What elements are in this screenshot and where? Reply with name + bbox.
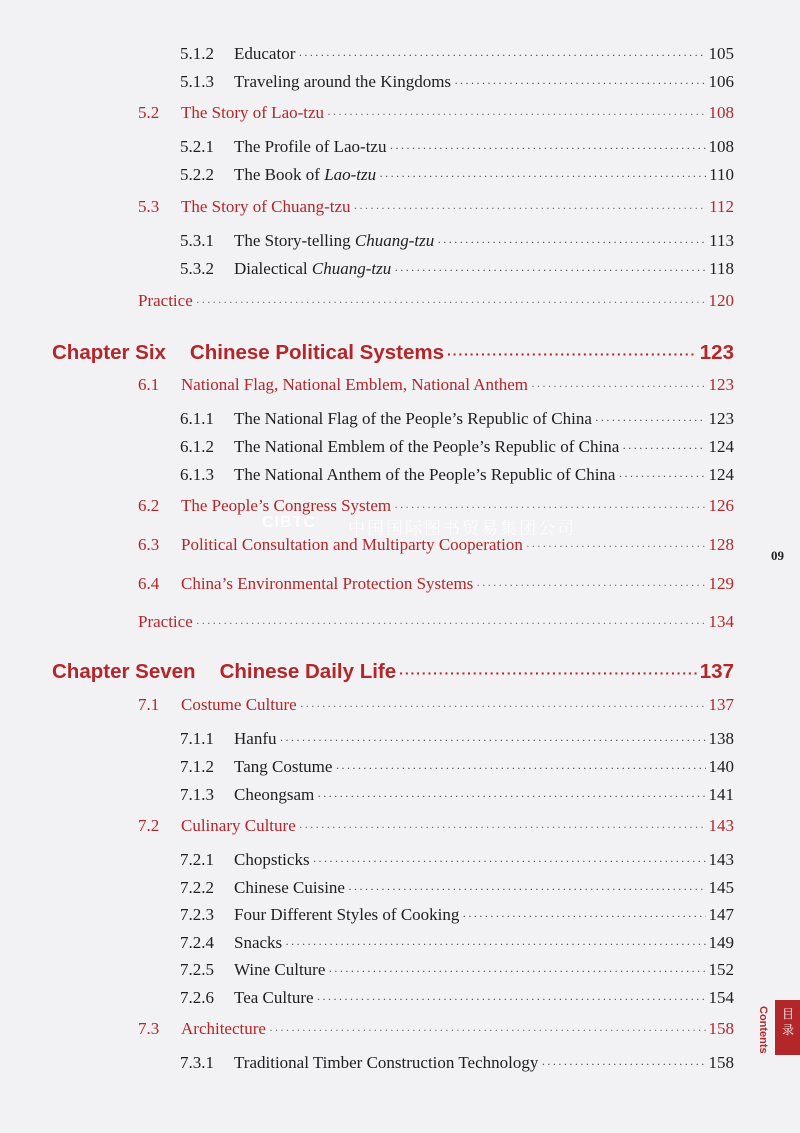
dot-leader (447, 346, 697, 362)
entry-title: The Story of Lao-tzu (181, 103, 325, 122)
dot-leader (299, 820, 706, 835)
dot-leader (279, 733, 705, 748)
contents-side-tab (755, 1000, 800, 1080)
dot-leader (348, 882, 706, 897)
dot-leader (298, 48, 705, 63)
toc-subsection-entry (180, 960, 734, 980)
entry-number: 5.2.1 (180, 137, 214, 156)
toc-subsection-entry (180, 988, 734, 1008)
entry-number: 6.1.1 (180, 409, 214, 428)
entry-number: 7.2.6 (180, 988, 214, 1007)
entry-number: 7.2.4 (180, 933, 214, 952)
entry-title: The National Anthem of the People’s Republic of China (234, 465, 616, 484)
dot-leader (328, 964, 705, 979)
entry-title: Tea Culture (234, 988, 314, 1007)
entry-page-number: 123 (708, 375, 734, 394)
dot-leader (462, 909, 705, 924)
entry-title: Costume Culture (181, 695, 297, 714)
entry-title: Snacks (234, 933, 283, 952)
dot-leader (622, 441, 705, 456)
entry-title: Political Consultation and Multiparty Cooperation (181, 535, 523, 554)
entry-number: 7.3 (138, 1019, 160, 1038)
entry-title-italic: Lao-tzu (324, 165, 377, 184)
dot-leader (317, 789, 705, 804)
toc-section-entry (138, 612, 734, 632)
entry-number: 7.3.1 (180, 1053, 214, 1072)
entry-title-italic: Chuang-tzu (311, 259, 392, 278)
entry-number: 7.2.5 (180, 960, 214, 979)
entry-page-number: 106 (708, 72, 734, 91)
toc-subsection-entry (180, 72, 734, 92)
page-number: 09 (771, 548, 784, 563)
entry-number: 7.2.2 (180, 878, 214, 897)
toc-subsection-entry (180, 729, 734, 749)
entry-title: National Flag, National Emblem, National Anthem (181, 375, 529, 394)
entry-page-number: 110 (709, 165, 734, 184)
entry-title: Architecture (181, 1019, 266, 1038)
toc-subsection-entry (180, 44, 734, 64)
entry-number: 5.2.2 (180, 165, 214, 184)
toc-subsection-entry (180, 850, 734, 870)
toc-subsection-entry (180, 1053, 734, 1073)
entry-title: Practice (138, 612, 193, 631)
entry-title (234, 165, 376, 185)
entry-number: 7.2 (138, 816, 160, 835)
entry-number: 6.1 (138, 375, 160, 394)
dot-leader (526, 539, 706, 554)
dot-leader (454, 76, 705, 91)
dot-leader (399, 665, 697, 681)
entry-title: The National Emblem of the People’s Republic of China (234, 437, 620, 456)
entry-page-number: 134 (708, 612, 734, 631)
entry-title: Hanfu (234, 729, 277, 748)
entry-page-number: 152 (708, 960, 734, 979)
entry-page-number: 113 (709, 231, 734, 250)
entry-page-number: 143 (708, 850, 734, 869)
toc-subsection-entry (180, 933, 734, 953)
entry-page-number: 118 (709, 259, 734, 278)
entry-title: Chinese Cuisine (234, 878, 345, 897)
toc-section-entry (138, 103, 734, 123)
toc-section-entry (138, 1019, 734, 1039)
entry-title: The People’s Congress System (181, 496, 392, 515)
entry-page-number: 123 (699, 341, 734, 364)
side-tab-english-label: Contents (757, 1006, 769, 1054)
entry-page-number: 154 (708, 988, 734, 1007)
dot-leader (618, 469, 705, 484)
entry-number: 7.1.3 (180, 785, 214, 804)
entry-page-number: 145 (708, 878, 734, 897)
entry-number: 7.1 (138, 695, 160, 714)
entry-page-number: 108 (708, 103, 734, 122)
entry-title: Practice (138, 291, 193, 310)
entry-number: 6.1.2 (180, 437, 214, 456)
entry-page-number: 120 (708, 291, 734, 310)
entry-title-text: The Story-telling (234, 231, 355, 250)
entry-title-text: The Book of (234, 165, 325, 184)
dot-leader (285, 937, 705, 952)
dot-leader (389, 141, 705, 156)
side-tab-chinese-label: 目 录 (781, 1007, 794, 1037)
dot-leader (595, 413, 706, 428)
toc-chapter-entry (52, 660, 734, 684)
dot-leader (269, 1023, 706, 1038)
entry-number: 6.4 (138, 574, 160, 593)
entry-title: Chinese Political Systems (189, 341, 444, 364)
entry-page-number: 158 (708, 1053, 734, 1072)
entry-page-number: 137 (708, 695, 734, 714)
dot-leader (437, 235, 706, 250)
entry-title (234, 259, 391, 279)
toc-subsection-entry (180, 165, 734, 185)
dot-leader (327, 107, 705, 122)
entry-page-number: 123 (708, 409, 734, 428)
entry-number: 5.3.2 (180, 259, 214, 278)
entry-title: Chinese Daily Life (219, 660, 397, 683)
entry-title: Traveling around the Kingdoms (234, 72, 452, 91)
toc-subsection-entry (180, 231, 734, 251)
entry-page-number: 108 (708, 137, 734, 156)
dot-leader (196, 295, 706, 310)
toc-subsection-entry (180, 259, 734, 279)
dot-leader (541, 1057, 705, 1072)
entry-page-number: 141 (708, 785, 734, 804)
dot-leader (394, 500, 705, 515)
entry-page-number: 112 (709, 197, 734, 216)
entry-page-number: 149 (708, 933, 734, 952)
entry-title: Chopsticks (234, 850, 310, 869)
toc-subsection-entry (180, 437, 734, 457)
entry-title: Tang Costume (234, 757, 333, 776)
toc-subsection-entry (180, 878, 734, 898)
dot-leader (317, 992, 706, 1007)
entry-title: Educator (234, 44, 296, 63)
entry-page-number: 124 (708, 437, 734, 456)
entry-page-number: 128 (708, 535, 734, 554)
entry-page-number: 138 (708, 729, 734, 748)
entry-number: 7.1.1 (180, 729, 214, 748)
toc-section-entry (138, 695, 734, 715)
entry-title: Four Different Styles of Cooking (234, 905, 460, 924)
entry-number: 7.2.3 (180, 905, 214, 924)
entry-number: 7.2.1 (180, 850, 214, 869)
toc-section-entry (138, 375, 734, 395)
entry-page-number: 140 (708, 757, 734, 776)
toc-subsection-entry (180, 137, 734, 157)
entry-page-number: 137 (699, 660, 734, 683)
toc-subsection-entry (180, 757, 734, 777)
dot-leader (300, 699, 706, 714)
watermark-logo: CIBTC (262, 514, 316, 531)
entry-number: 6.3 (138, 535, 160, 554)
entry-page-number: 124 (708, 465, 734, 484)
dot-leader (531, 379, 705, 394)
entry-page-number: 105 (708, 44, 734, 63)
entry-number: 5.3.1 (180, 231, 214, 250)
watermark-text: 中国国际图书贸易集团公司 (348, 519, 576, 538)
entry-number: 5.1.2 (180, 44, 214, 63)
entry-page-number: 143 (708, 816, 734, 835)
entry-number: 6.1.3 (180, 465, 214, 484)
entry-page-number: 129 (708, 574, 734, 593)
toc-subsection-entry (180, 465, 734, 485)
entry-title: Wine Culture (234, 960, 326, 979)
toc-subsection-entry (180, 409, 734, 429)
entry-page-number: 158 (708, 1019, 734, 1038)
entry-title: The Profile of Lao-tzu (234, 137, 387, 156)
entry-title: China’s Environmental Protection Systems (181, 574, 474, 593)
dot-leader (313, 854, 706, 869)
dot-leader (196, 616, 706, 631)
entry-title: Traditional Timber Construction Technology (234, 1053, 539, 1072)
entry-title-italic: Chuang-tzu (354, 231, 435, 250)
entry-page-number: 147 (708, 905, 734, 924)
toc-section-entry (138, 816, 734, 836)
toc-section-entry (138, 496, 734, 516)
toc-section-entry (138, 197, 734, 217)
toc-section-entry (138, 574, 734, 594)
entry-number: 5.1.3 (180, 72, 214, 91)
entry-title: The Story of Chuang-tzu (181, 197, 351, 216)
entry-title: The National Flag of the People’s Republic of China (234, 409, 592, 428)
entry-number: 5.3 (138, 197, 160, 216)
dot-leader (476, 578, 705, 593)
entry-number: Chapter Six (52, 341, 166, 364)
dot-leader (379, 169, 706, 184)
entry-number: Chapter Seven (52, 660, 196, 683)
dot-leader (394, 263, 706, 278)
entry-page-number: 126 (708, 496, 734, 515)
dot-leader (354, 201, 707, 216)
entry-title-text: Dialectical (234, 259, 312, 278)
dot-leader (335, 761, 705, 776)
entry-title (234, 231, 434, 251)
toc-section-entry (138, 291, 734, 311)
entry-number: 7.1.2 (180, 757, 214, 776)
entry-title: Cheongsam (234, 785, 315, 804)
toc-subsection-entry (180, 785, 734, 805)
entry-number: 6.2 (138, 496, 160, 515)
entry-title: Culinary Culture (181, 816, 296, 835)
toc-chapter-entry (52, 341, 734, 365)
toc-subsection-entry (180, 905, 734, 925)
entry-number: 5.2 (138, 103, 160, 122)
